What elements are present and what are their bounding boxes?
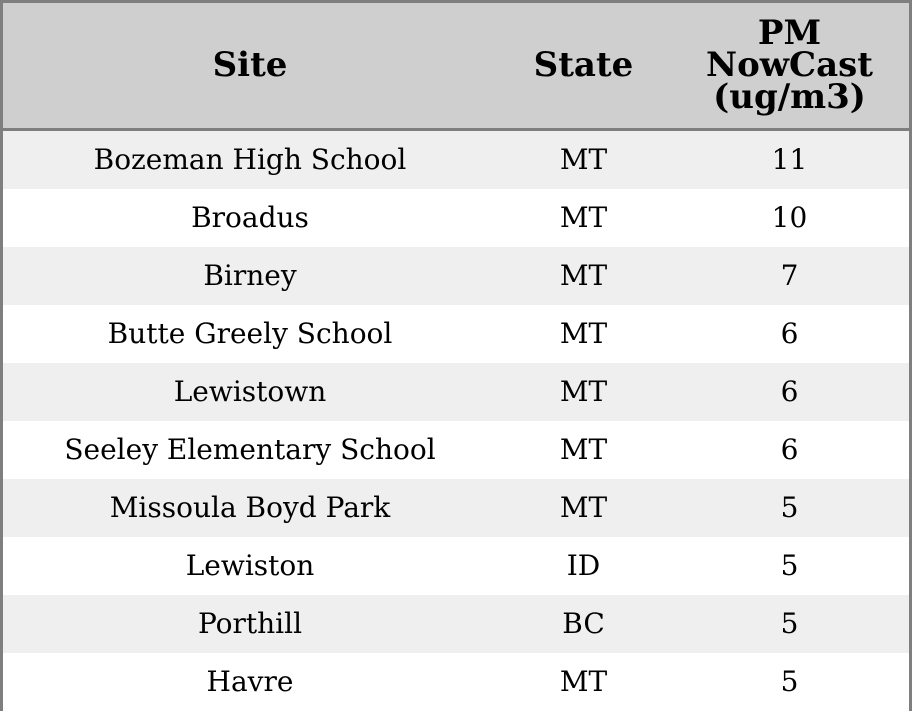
table-row xyxy=(3,653,909,711)
cell-pm: 5 xyxy=(780,665,799,698)
cell-state: MT xyxy=(559,491,608,524)
cell-state: BC xyxy=(562,607,605,640)
cell-state: MT xyxy=(559,317,608,350)
cell-pm: 5 xyxy=(780,491,799,524)
cell-state: MT xyxy=(559,143,608,176)
table-row xyxy=(3,189,909,247)
cell-site: Porthill xyxy=(197,607,303,640)
cell-state: MT xyxy=(559,259,608,292)
header-pm-line-2: NowCast xyxy=(706,45,873,86)
table-body xyxy=(3,129,909,711)
cell-pm: 11 xyxy=(771,143,808,176)
cell-pm: 6 xyxy=(780,375,799,408)
header-pm-line-1: PM xyxy=(757,13,822,54)
cell-state: MT xyxy=(559,201,608,234)
cell-state: ID xyxy=(566,549,601,582)
cell-pm: 5 xyxy=(780,549,799,582)
cell-pm: 6 xyxy=(780,433,799,466)
table-row xyxy=(3,479,909,537)
cell-site: Missoula Boyd Park xyxy=(109,491,391,524)
cell-site: Havre xyxy=(206,665,294,698)
table-row xyxy=(3,421,909,479)
table-row xyxy=(3,129,909,189)
cell-site: Broadus xyxy=(191,201,309,234)
cell-pm: 5 xyxy=(780,607,799,640)
table-row xyxy=(3,595,909,653)
cell-site: Bozeman High School xyxy=(93,143,407,176)
table-row xyxy=(3,305,909,363)
cell-state: MT xyxy=(559,375,608,408)
cell-site: Birney xyxy=(203,259,297,292)
header-state: State xyxy=(533,45,634,86)
table-row xyxy=(3,363,909,421)
header-pm-line-3: (ug/m3) xyxy=(713,77,866,118)
table-header xyxy=(3,3,909,129)
cell-site: Seeley Elementary School xyxy=(64,433,436,466)
cell-pm: 6 xyxy=(780,317,799,350)
cell-pm: 7 xyxy=(780,259,799,292)
pm-nowcast-table xyxy=(3,3,909,711)
cell-state: MT xyxy=(559,665,608,698)
table-row xyxy=(3,537,909,595)
header-pm-nowcast xyxy=(670,3,909,129)
cell-state: MT xyxy=(559,433,608,466)
cell-site: Lewistown xyxy=(173,375,327,408)
cell-pm: 10 xyxy=(771,201,808,234)
cell-site: Butte Greely School xyxy=(107,317,393,350)
header-row xyxy=(3,3,909,129)
table-row xyxy=(3,247,909,305)
header-site: Site xyxy=(212,45,288,86)
cell-site: Lewiston xyxy=(185,549,315,582)
